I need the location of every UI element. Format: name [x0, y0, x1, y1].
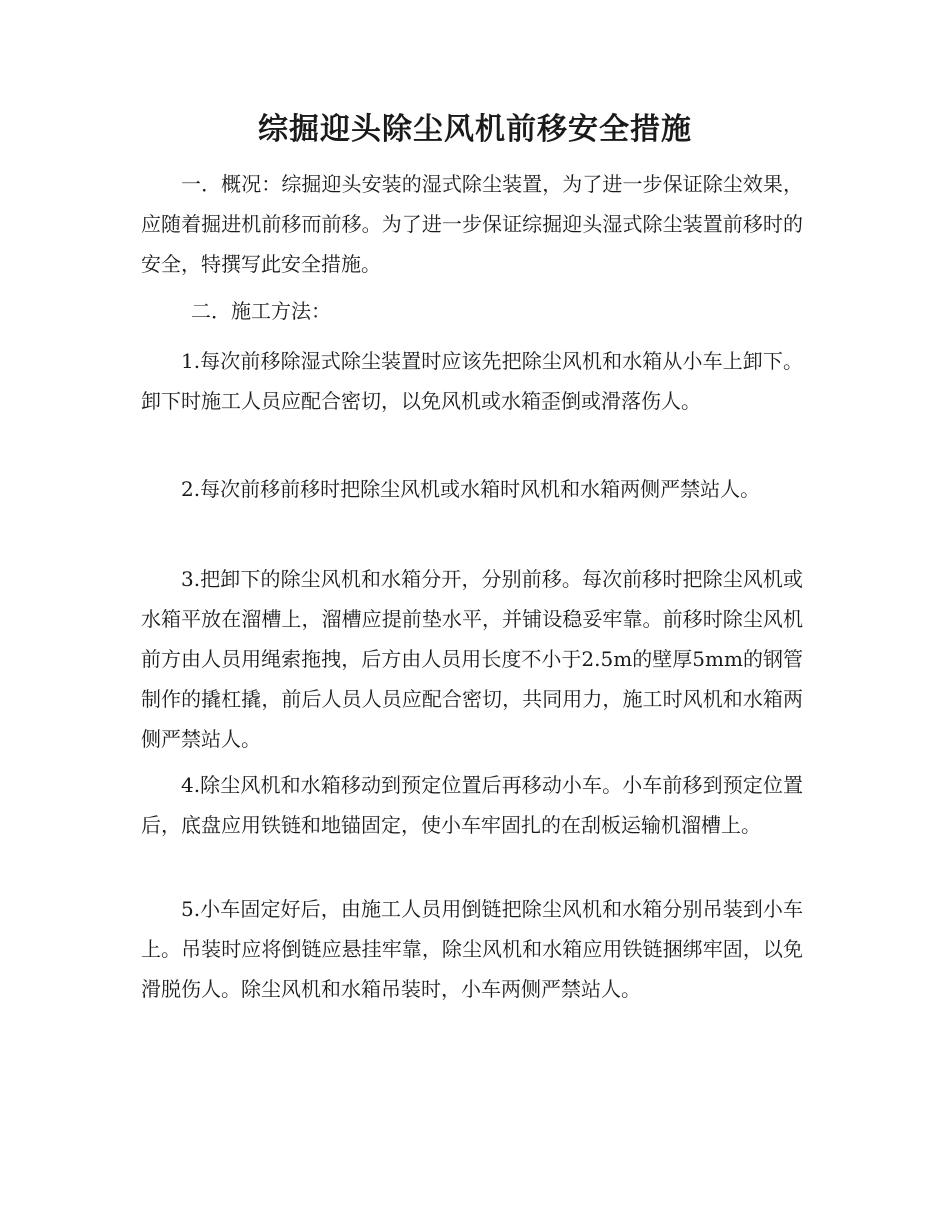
step-2-paragraph: 2.每次前移前移时把除尘风机或水箱时风机和水箱两侧严禁站人。	[181, 477, 761, 501]
step-4-paragraph: 4.除尘风机和水箱移动到预定位置后再移动小车。小车前移到预定位置后，底盘应用铁链和地锚固定，使小车牢固扎的在刮板运输机溜槽上。	[141, 773, 803, 837]
overview-paragraph: 一．概况：综掘迎头安装的湿式除尘装置，为了进一步保证除尘效果，应随着掘进机前移而前移。为了进一步保证综掘迎头湿式除尘装置前移时的安全，特撰写此安全措施。	[141, 172, 803, 276]
document-title: 综掘迎头除尘风机前移安全措施	[258, 112, 692, 147]
step-5-paragraph: 5.小车固定好后，由施工人员用倒链把除尘风机和水箱分别吊装到小车上。吊装时应将倒链应悬挂牢靠，除尘风机和水箱应用铁链捆绑牢固，以免滑脱伤人。除尘风机和水箱吊装时，小车两侧严禁站人。	[141, 897, 803, 1001]
method-heading: 二．施工方法：	[191, 299, 331, 323]
step-1-paragraph: 1.每次前移除湿式除尘装置时应该先把除尘风机和水箱从小车上卸下。卸下时施工人员应配合密切，以免风机或水箱歪倒或滑落伤人。	[141, 349, 803, 413]
step-3-paragraph: 3.把卸下的除尘风机和水箱分开，分别前移。每次前移时把除尘风机或水箱平放在溜槽上，溜槽应提前垫水平，并铺设稳妥牢靠。前移时除尘风机前方由人员用绳索拖拽，后方由人员用长度不小于2.5m的壁厚5mm的钢管制作的撬杠撬，前后人员人员应配合密切，共同用力，施工时风机和水箱两侧严禁站人。	[141, 567, 803, 751]
